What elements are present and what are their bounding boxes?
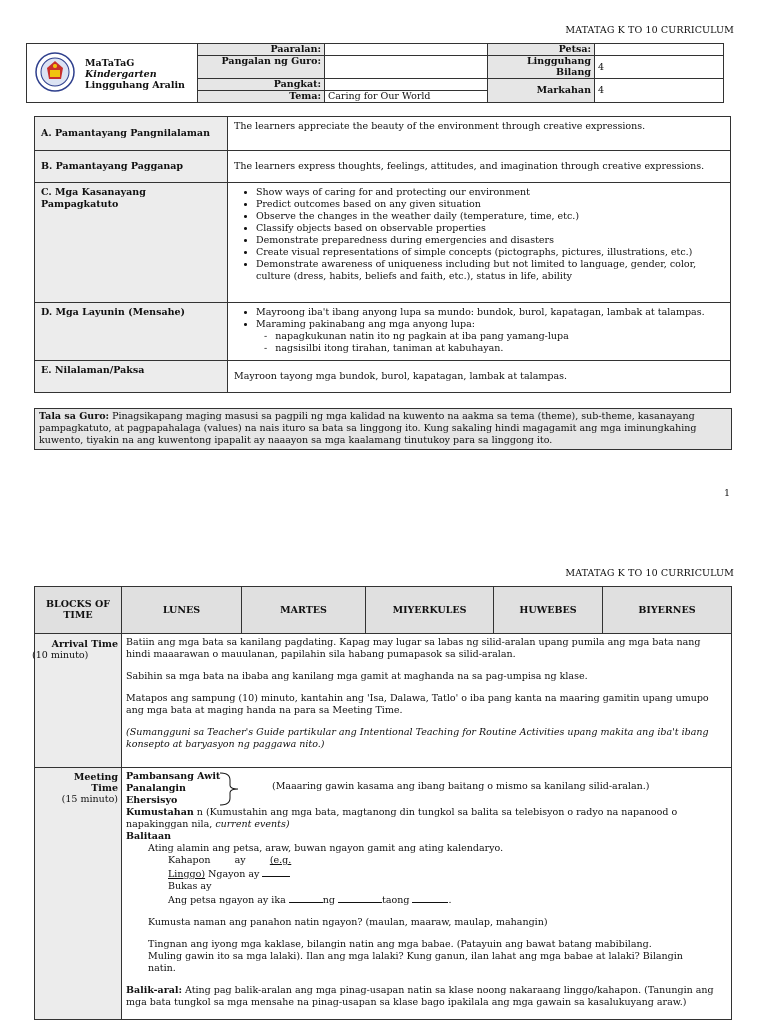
brace-note: (Maaaring gawin kasama ang ibang baitang o mismo sa kanilang silid-aralan.)	[272, 781, 650, 792]
markahan-value: 4	[595, 79, 724, 103]
std-c-list	[234, 187, 724, 283]
taong-text: taong	[382, 895, 413, 906]
std-d-list	[234, 307, 724, 355]
logo-cell	[26, 43, 199, 103]
ngayon-text: Ngayon ay	[205, 869, 263, 880]
meeting-duration: (15 minuto)	[61, 794, 118, 805]
lingguhang-value: 4	[595, 56, 724, 79]
schedule-table	[34, 586, 732, 1020]
markahan-label: Markahan	[488, 79, 595, 103]
guro-label: Pangalan ng Guro:	[198, 56, 325, 79]
balik-aral-label: Balik-aral:	[126, 985, 182, 996]
guro-field[interactable]	[325, 56, 488, 79]
brand-line3: Lingguhang Aralin	[85, 80, 185, 91]
std-b-label: B. Pamantayang Pagganap	[35, 151, 228, 183]
col-header-day: HUWEBES	[494, 587, 603, 634]
arrival-p2: Sabihin sa mga bata na ibaba ang kanilang mga gamit at maghanda na sa pag-umpisa ng klase.	[126, 671, 588, 682]
curly-brace-icon	[218, 772, 244, 806]
brand-line2: Kindergarten	[85, 69, 157, 80]
col-header-time: BLOCKS OF TIME	[35, 587, 122, 634]
kumustahan-italic: current events)	[215, 819, 290, 830]
arrival-p4: (Sumangguni sa Teacher's Guide partikular ang Intentional Teaching for Routine Activities upang makita ang iba't ibang konsepto at baryasyon ng paggawa nito.)	[126, 727, 709, 750]
arrival-p3: Matapos ang sampung (10) minuto, kantahin ang 'Isa, Dalawa, Tatlo' o iba pang kanta na maaring gamitin upang umupo ang mga bata at maging handa na para sa Meeting Time.	[126, 693, 709, 716]
ngayon-blank[interactable]	[262, 867, 290, 877]
list-item: • Show ways of caring for and protecting our environment	[256, 187, 724, 199]
note-text: Pinagsikapang maging masusi sa pagpili ng mga kalidad na kuwento na aakma sa tema (theme), sub-theme, kasanayang pampagkatuto, at pagpapahalaga (values) na nais ituro sa bata sa linggong ito. Kung sakaling hindi magagamit ang mga iminungkahing kuwento, tiyakin na ang kuwentong ipapalit ay naaayon sa mga kaalamang tinutukoy para sa linggong ito.	[39, 411, 697, 446]
pangkat-label: Pangkat:	[198, 79, 325, 91]
col-header-day: MARTES	[242, 587, 366, 634]
arrival-p1: Batiin ang mga bata sa kanilang pagdating. Kapag may lugar sa labas ng silid-aralan upang pumila ang mga bata nang hindi maaarawan o mauulanan, papilahin sila habang pumapasok sa silid-aralan.	[126, 637, 701, 660]
balitaan-p1: Ating alamin ang petsa, araw, buwan ngayon gamit ang ating kalendaryo.	[148, 843, 504, 854]
list-item: - nagsisilbi itong tirahan, taniman at kabuhayan.	[276, 343, 724, 355]
pangkat-field[interactable]	[325, 79, 488, 91]
taon-blank[interactable]	[412, 893, 448, 903]
panahon-text: Kumusta naman ang panahon natin ngayon? (maulan, maaraw, maulap, mahangin)	[148, 917, 548, 928]
tema-label: Tema:	[198, 91, 325, 103]
deped-seal-icon	[35, 52, 75, 92]
kumustahan-text: n (Kumustahin ang mga bata, magtanong din tungkol sa balita sa telebisyon o radyo na napanood o napakinggan nila,	[126, 807, 678, 830]
ng-text: ng	[322, 895, 339, 906]
header-fields-table	[197, 43, 724, 103]
brand-line1: MaTaTaG	[85, 58, 135, 69]
buwan-blank[interactable]	[338, 893, 382, 903]
panalangin-label: Panalangin	[126, 783, 186, 794]
list-item: • Create visual representations of simple concepts (pictographs, pictures, illustrations, etc.)	[256, 247, 724, 259]
kaklase-text: Tingnan ang iyong mga kaklase, bilangin natin ang mga babae. (Patayuin ang bawat batang mabibilang. Muling gawin ito sa mga lalaki). Ilan ang mga lalaki? Kung ganun, ilan lahat ang mga babae at lalaki? Bilangin natin.	[148, 939, 683, 974]
note-label: Tala sa Guro:	[39, 411, 110, 422]
arrival-label: Arrival Time	[51, 639, 118, 650]
awit-label: Pambansang Awit	[126, 771, 221, 782]
std-e-label: E. Nilalaman/Paksa	[35, 361, 228, 393]
ehersisyo-label: Ehersisyo	[126, 795, 178, 806]
list-item: • Mayroong iba't ibang anyong lupa sa mundo: bundok, burol, kapatagan, lambak at talampas.	[256, 307, 724, 319]
lingguhang-label: Lingguhang Bilang	[488, 56, 595, 79]
balik-aral-text: Ating pag balik-aralan ang mga pinag-usapan natin sa klase noong nakaraang linggo/kahapon. (Tanungin ang mga bata tungkol sa mga mensahe na pinag-usapan sa klase bago ipakilala ang mga gawain sa kasalukuyang araw.)	[126, 985, 714, 1008]
paaralan-label: Paaralan:	[198, 44, 325, 56]
balitaan-label: Balitaan	[126, 831, 172, 842]
petsa-blank[interactable]	[289, 893, 323, 903]
kumustahan-label: Kumustahan	[126, 807, 194, 818]
page-number: 1	[723, 488, 730, 499]
list-item: Maraming pakinabang ang mga anyong lupa:	[256, 319, 475, 330]
paaralan-field[interactable]	[325, 44, 488, 56]
arrival-duration: (10 minuto)	[32, 650, 89, 661]
list-item: • Demonstrate preparedness during emergencies and disasters	[256, 235, 724, 247]
col-header-day: LUNES	[122, 587, 242, 634]
std-a-text: The learners appreciate the beauty of the environment through creative expressions.	[228, 117, 731, 151]
list-item: • Predict outcomes based on any given situation	[256, 199, 724, 211]
bukas-text: Bukas ay	[168, 881, 212, 892]
eg-text: (e.g.	[269, 855, 292, 866]
std-b-text: The learners express thoughts, feelings, attitudes, and imagination through creative expressions.	[228, 151, 731, 183]
petsa-label: Petsa:	[488, 44, 595, 56]
std-d-label: D. Mga Layunin (Mensahe)	[35, 303, 228, 361]
list-item: • Classify objects based on observable properties	[256, 223, 724, 235]
std-c-label: C. Mga Kasanayang Pampagkatuto	[35, 183, 228, 303]
col-header-day: BIYERNES	[603, 587, 732, 634]
petsa-text: Ang petsa ngayon ay ika	[168, 895, 289, 906]
header-block	[26, 43, 724, 102]
list-item: - napagkukunan natin ito ng pagkain at iba pang yamang-lupa	[276, 331, 724, 343]
petsa-field[interactable]	[595, 44, 724, 56]
col-header-day: MIYERKULES	[366, 587, 494, 634]
tema-value: Caring for Our World	[325, 91, 488, 103]
std-a-label: A. Pamantayang Pangnilalaman	[35, 117, 228, 151]
kahapon-text: Kahapon ay	[168, 855, 270, 866]
meeting-label-1: Meeting	[73, 772, 118, 783]
teacher-note	[34, 408, 732, 450]
curriculum-label: MATATAG K TO 10 CURRICULUM	[565, 25, 734, 36]
std-e-text: Mayroon tayong mga bundok, burol, kapatagan, lambak at talampas.	[228, 361, 731, 393]
linggo-text: Linggo)	[168, 869, 206, 880]
list-item: • Observe the changes in the weather daily (temperature, time, etc.)	[256, 211, 724, 223]
standards-table	[34, 116, 731, 393]
list-item: • Demonstrate awareness of uniqueness including but not limited to language, gender, color, culture (dress, habits, beliefs and faith, etc.), status in life, ability	[256, 259, 724, 283]
period-text: .	[448, 895, 452, 906]
meeting-label-2: Time	[91, 783, 118, 794]
curriculum-label-page2: MATATAG K TO 10 CURRICULUM	[565, 568, 734, 579]
